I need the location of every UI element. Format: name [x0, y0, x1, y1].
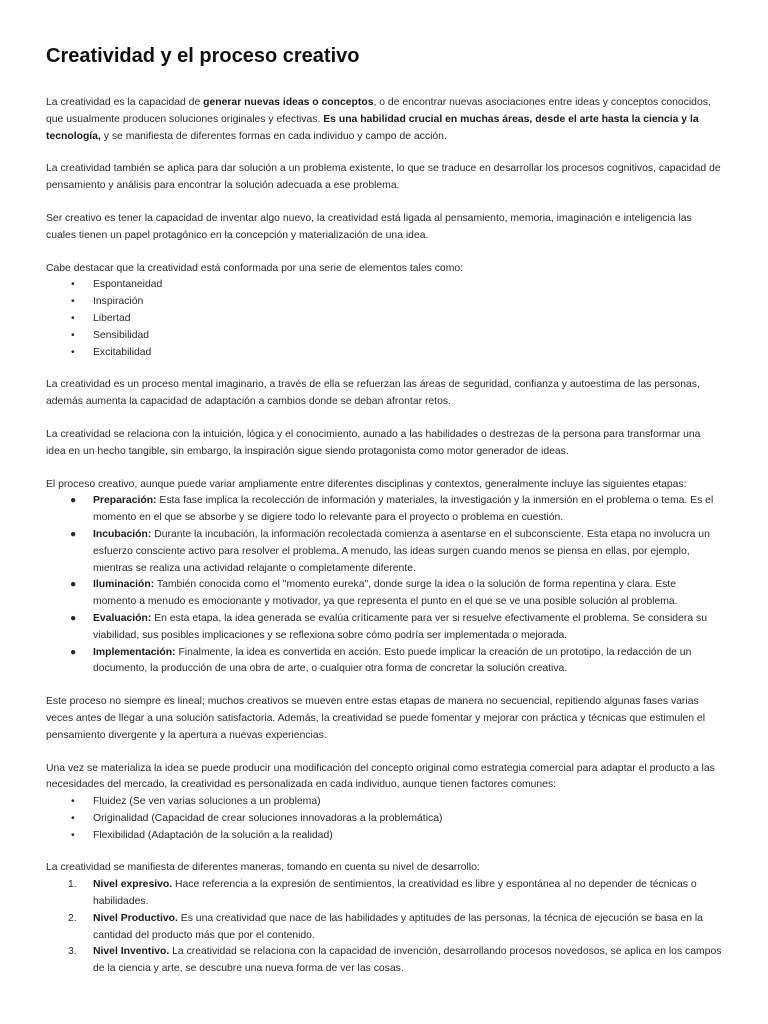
- list-item: [46, 794, 722, 811]
- stage-text: También conocida como el "momento eureka", donde surge la idea o la solución de forma repentina y clara. Este momento a menudo es emocionante y motivador, ya que representa el punto en el que se ve una posible solución al problema.: [93, 579, 678, 608]
- bullet-icon: ●: [70, 528, 77, 540]
- paragraph-levels-intro: La creatividad se manifiesta de diferentes maneras, tomando en cuenta su nivel de desarrollo:: [46, 862, 480, 874]
- level-text: La creatividad se relaciona con la capacidad de invención, desarrollando procesos novedosos, se aplica en los campos de la ciencia y arte, se descubre una nueva forma de ver las cosas.: [93, 946, 722, 975]
- list-item: [46, 911, 722, 945]
- text-run: y se manifiesta de diferentes formas en cada individuo y campo de acción.: [100, 130, 447, 142]
- stage-text: Durante la incubación, la información recolectada comienza a asentarse en el subconsciente. Esta etapa no involucra un esfuerzo consciente activo para resolver el problema. A menudo, las ideas surgen cuando menos se piensa en ellas, por ejemplo, mientras se realiza una actividad relajante o completamente diferente.: [93, 528, 710, 574]
- bullet-icon: •: [71, 346, 75, 358]
- list-number: 1.: [68, 879, 77, 891]
- bullet-icon: •: [71, 829, 75, 841]
- paragraph-intuition: La creatividad se relaciona con la intuición, lógica y el conocimiento, aunado a las habilidades o destrezas de la persona para transformar una idea en un hecho tangible, sin embargo, la inspiración sigue siendo protagonista como motor generador de ideas.: [46, 428, 701, 457]
- bold-text: generar nuevas ideas o conceptos: [203, 97, 374, 108]
- list-item-text: Excitabilidad: [93, 346, 152, 358]
- list-item: [46, 877, 722, 911]
- page-title: Creatividad y el proceso creativo: [46, 45, 360, 67]
- level-text: Es una creatividad que nace de las habilidades y aptitudes de las personas, la técnica de ejecución se basa en la cantidad del producto más que por el contenido.: [93, 912, 703, 941]
- paragraph-problem-solving: La creatividad también se aplica para dar solución a un problema existente, lo que se traduce en desarrollar los procesos cognitivos, capacidad de pensamiento y análisis para encontrar la solución adecuada a ese problema.: [46, 163, 721, 192]
- level-term: Nivel Productivo.: [93, 912, 178, 924]
- level-term: Nivel Inventivo.: [93, 946, 170, 958]
- stage-term: Incubación:: [93, 528, 152, 540]
- list-item-text: Libertad: [93, 312, 131, 324]
- bullet-icon: ●: [70, 612, 77, 624]
- paragraph-elements-intro: Cabe destacar que la creatividad está conformada por una serie de elementos tales como:: [46, 262, 464, 274]
- list-item: [46, 828, 722, 845]
- paragraph-stages-intro: El proceso creativo, aunque puede variar ampliamente entre diferentes disciplinas y contextos, generalmente incluye las siguientes etapas:: [46, 478, 687, 490]
- bullet-icon: •: [71, 279, 75, 291]
- list-item: [46, 611, 722, 645]
- list-item-text: Fluidez (Se ven varias soluciones a un problema): [93, 796, 321, 808]
- list-item: [46, 345, 722, 362]
- stage-term: Preparación:: [93, 495, 157, 507]
- list-number: 3.: [68, 946, 77, 958]
- stage-text: Esta fase implica la recolección de información y materiales, la investigación y la inmersión en el problema o tema. Es el momento en el que se absorbe y se digiere todo lo relevante para el proyecto o problema en cuestión.: [93, 495, 714, 524]
- bullet-icon: ●: [70, 646, 77, 658]
- stage-text: En esta etapa, la idea generada se evalúa críticamente para ver si resuelve efectivamente el problema. Se considera su viabilidad, sus posibles implicaciones y se reflexiona sobre cómo podría ser implementada o mejorada.: [93, 612, 707, 641]
- bullet-icon: ●: [70, 495, 77, 507]
- bullet-icon: •: [71, 329, 75, 341]
- stage-term: Evaluación:: [93, 612, 152, 624]
- level-term: Nivel expresivo.: [93, 879, 173, 891]
- stage-text: Finalmente, la idea es convertida en acción. Esto puede implicar la creación de un prototipo, la redacción de un documento, la producción de una obra de arte, o cualquier otra forma de concretar la solución creativa.: [93, 646, 692, 675]
- list-item: [46, 493, 722, 527]
- bullet-icon: •: [71, 296, 75, 308]
- list-item: [46, 527, 722, 577]
- paragraph-definition: [46, 95, 722, 145]
- list-item-text: Inspiración: [93, 296, 144, 308]
- bullet-icon: ●: [70, 579, 77, 591]
- stage-term: Iluminación:: [93, 579, 155, 591]
- stages-list: [46, 493, 722, 678]
- bullet-icon: •: [71, 812, 75, 824]
- bullet-icon: •: [71, 796, 75, 808]
- bullet-icon: •: [71, 312, 75, 324]
- stage-term: Implementación:: [93, 646, 176, 658]
- bold-text: Es una habilidad crucial en muchas áreas, desde el arte hasta la ciencia y la tecnología,: [46, 113, 699, 142]
- list-item: [46, 577, 722, 611]
- text-run: La creatividad es la capacidad de: [46, 97, 204, 108]
- list-item: [46, 944, 722, 978]
- list-item-text: Flexibilidad (Adaptación de la solución a la realidad): [93, 829, 333, 841]
- paragraph-factors-intro: Una vez se materializa la idea se puede producir una modificación del concepto original como estrategia comercial para adaptar el producto a las necesidades del mercado, la creatividad es personalizada en cada individuo, aunque tienen factores comunes:: [46, 762, 715, 791]
- paragraph-being-creative: Ser creativo es tener la capacidad de inventar algo nuevo, la creatividad está ligada al pensamiento, memoria, imaginación e inteligencia las cuales tienen un papel protagónico en la concepción y materialización de una idea.: [46, 212, 692, 241]
- list-item: [46, 311, 722, 328]
- list-number: 2.: [68, 912, 77, 924]
- level-text: Hace referencia a la expresión de sentimientos, la creatividad es libre y espontánea al no depender de técnicas o habilidades.: [93, 879, 697, 908]
- list-item: [46, 277, 722, 294]
- elements-list: [46, 277, 722, 361]
- list-item: [46, 811, 722, 828]
- paragraph-nonlinear: Este proceso no siempre es lineal; muchos creativos se mueven entre estas etapas de manera no secuencial, repitiendo algunas fases varias veces antes de llegar a una solución satisfactoria. Además, la creatividad se puede fomentar y mejorar con práctica y técnicas que estimulen el pensamiento divergente y la apertura a nuevas experiencias.: [46, 696, 706, 741]
- list-item-text: Espontaneidad: [93, 279, 163, 291]
- list-item: [46, 294, 722, 311]
- list-item: [46, 645, 722, 679]
- paragraph-mental-process: La creatividad es un proceso mental imaginario, a través de ella se refuerzan las áreas de seguridad, confianza y autoestima de las personas, además aumenta la capacidad de adaptación a cambios donde se deban afrontar retos.: [46, 379, 700, 408]
- list-item: [46, 328, 722, 345]
- list-item-text: Originalidad (Capacidad de crear soluciones innovadoras a la problemática): [93, 812, 443, 824]
- factors-list: [46, 794, 722, 844]
- text-run: , o de encontrar nuevas asociaciones entre ideas y conceptos conocidos, que usualmente producen soluciones originales y efectivas.: [46, 97, 711, 125]
- levels-list: [46, 877, 722, 978]
- list-item-text: Sensibilidad: [93, 329, 150, 341]
